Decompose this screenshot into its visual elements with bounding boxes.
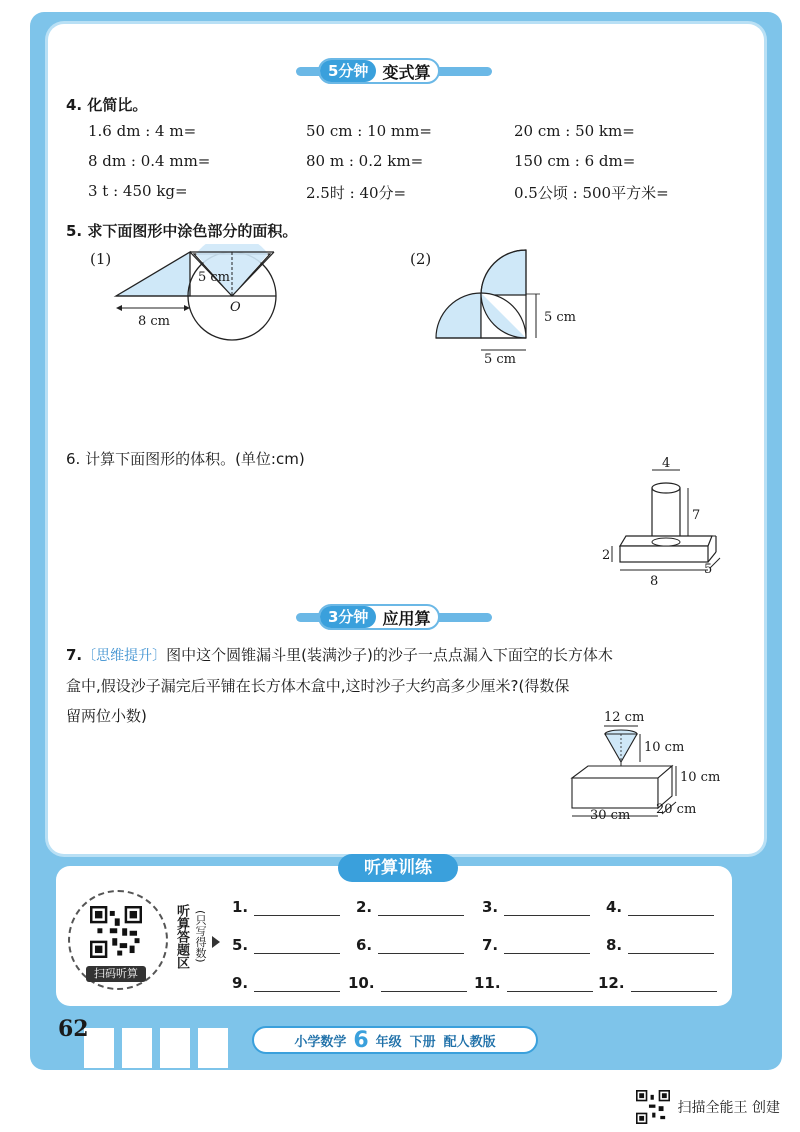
q7-tag: 〔思维提升〕 xyxy=(82,648,167,664)
q4-expr: 1.6 dm : 4 m= xyxy=(88,122,197,140)
q7-line: 盒中,假设沙子漏完后平铺在长方体木盒中,这时沙子大约高多少厘米?(得数保 xyxy=(66,677,570,695)
volume: 下册 xyxy=(409,1034,436,1050)
camscanner-text: 扫描全能王 创建 xyxy=(677,1100,780,1116)
answer-slot[interactable]: 1. xyxy=(232,898,340,916)
book-info xyxy=(252,1026,538,1054)
banner-time: 3分钟 xyxy=(320,606,376,628)
edition: 配人教版 xyxy=(443,1034,496,1050)
q6-top-label: 4 xyxy=(662,456,671,471)
section-banner-5min xyxy=(296,58,492,84)
answer-slot[interactable]: 11. xyxy=(474,974,593,992)
answer-slot[interactable]: 4. xyxy=(606,898,714,916)
fig2-bottom-label: 5 cm xyxy=(484,352,517,367)
q6-height-label: 7 xyxy=(692,508,701,523)
fig1-triangle-circle-diagram xyxy=(110,244,290,348)
q4-expr: 2.5时 : 40分= xyxy=(306,184,407,202)
answer-slot[interactable]: 9. xyxy=(232,974,340,992)
answer-slot[interactable]: 3. xyxy=(482,898,590,916)
footer-tab xyxy=(198,1028,228,1068)
grade-label: 年级 xyxy=(375,1034,402,1050)
q6-heading: 6. 计算下面图形的体积。(单位:cm) xyxy=(66,450,305,468)
q7-box-length-label: 30 cm xyxy=(590,808,631,823)
page-number: 62 xyxy=(58,1016,89,1042)
fig1-center-label: O xyxy=(230,300,241,315)
answer-slot[interactable]: 12. xyxy=(598,974,717,992)
banner-time: 5分钟 xyxy=(320,60,376,82)
q7-number: 7. xyxy=(66,646,83,664)
q7-diameter-label: 12 cm xyxy=(604,710,645,725)
q4-expr: 150 cm : 6 dm= xyxy=(514,152,636,170)
qr-code-icon[interactable] xyxy=(90,906,142,958)
fig2-quarter-circles-diagram xyxy=(430,244,560,364)
q5-heading: 5. 求下面图形中涂色部分的面积。 xyxy=(66,222,298,240)
q4-expr: 50 cm : 10 mm= xyxy=(306,122,432,140)
q7-box-width-label: 20 cm xyxy=(656,802,697,817)
answer-slot[interactable]: 6. xyxy=(356,936,464,954)
fig2-tag: (2) xyxy=(410,250,432,268)
q4-expr: 3 t : 450 kg= xyxy=(88,182,188,200)
q4-heading: 4. 化简比。 xyxy=(66,96,148,114)
subject: 小学数学 xyxy=(294,1034,347,1050)
footer-tab xyxy=(122,1028,152,1068)
answer-slot[interactable]: 2. xyxy=(356,898,464,916)
answer-area-note: (只写得数) xyxy=(194,910,207,963)
fig1-base-label: 8 cm xyxy=(138,314,171,329)
answer-slot[interactable]: 8. xyxy=(606,936,714,954)
q7-line: 图中这个圆锥漏斗里(装满沙子)的沙子一点点漏入下面空的长方体木 xyxy=(166,646,613,664)
q6-base-height-label: 2 xyxy=(602,548,611,563)
camscanner-watermark xyxy=(636,1090,780,1124)
grade-number: 6 xyxy=(353,1027,369,1053)
q6-width-label: 5 xyxy=(704,562,713,577)
fig2-right-label: 5 cm xyxy=(544,310,577,325)
answer-slot[interactable]: 5. xyxy=(232,936,340,954)
qr-code-icon xyxy=(636,1090,670,1124)
footer-tab xyxy=(160,1028,190,1068)
fig1-height-label: 5 cm xyxy=(198,270,231,285)
q7-box-height-label: 10 cm xyxy=(680,770,721,785)
answer-slot[interactable]: 10. xyxy=(348,974,467,992)
triangle-pointer-icon xyxy=(212,936,220,948)
fig1-tag: (1) xyxy=(90,250,112,268)
q4-expr: 20 cm : 50 km= xyxy=(514,122,635,140)
q4-expr: 8 dm : 0.4 mm= xyxy=(88,152,211,170)
answer-area-label: 听算答题区 xyxy=(174,904,189,969)
section-banner-3min xyxy=(296,604,492,630)
q7-cone-height-label: 10 cm xyxy=(644,740,685,755)
banner-title: 应用算 xyxy=(382,608,431,628)
listening-title: 听算训练 xyxy=(338,854,458,882)
qr-label: 扫码听算 xyxy=(86,966,146,982)
banner-title: 变式算 xyxy=(382,62,431,82)
q6-length-label: 8 xyxy=(650,574,659,589)
answer-slot[interactable]: 7. xyxy=(482,936,590,954)
q4-expr: 80 m : 0.2 km= xyxy=(306,152,424,170)
q7-line: 留两位小数) xyxy=(66,707,147,725)
q4-expr: 0.5公顷 : 500平方米= xyxy=(514,184,669,202)
